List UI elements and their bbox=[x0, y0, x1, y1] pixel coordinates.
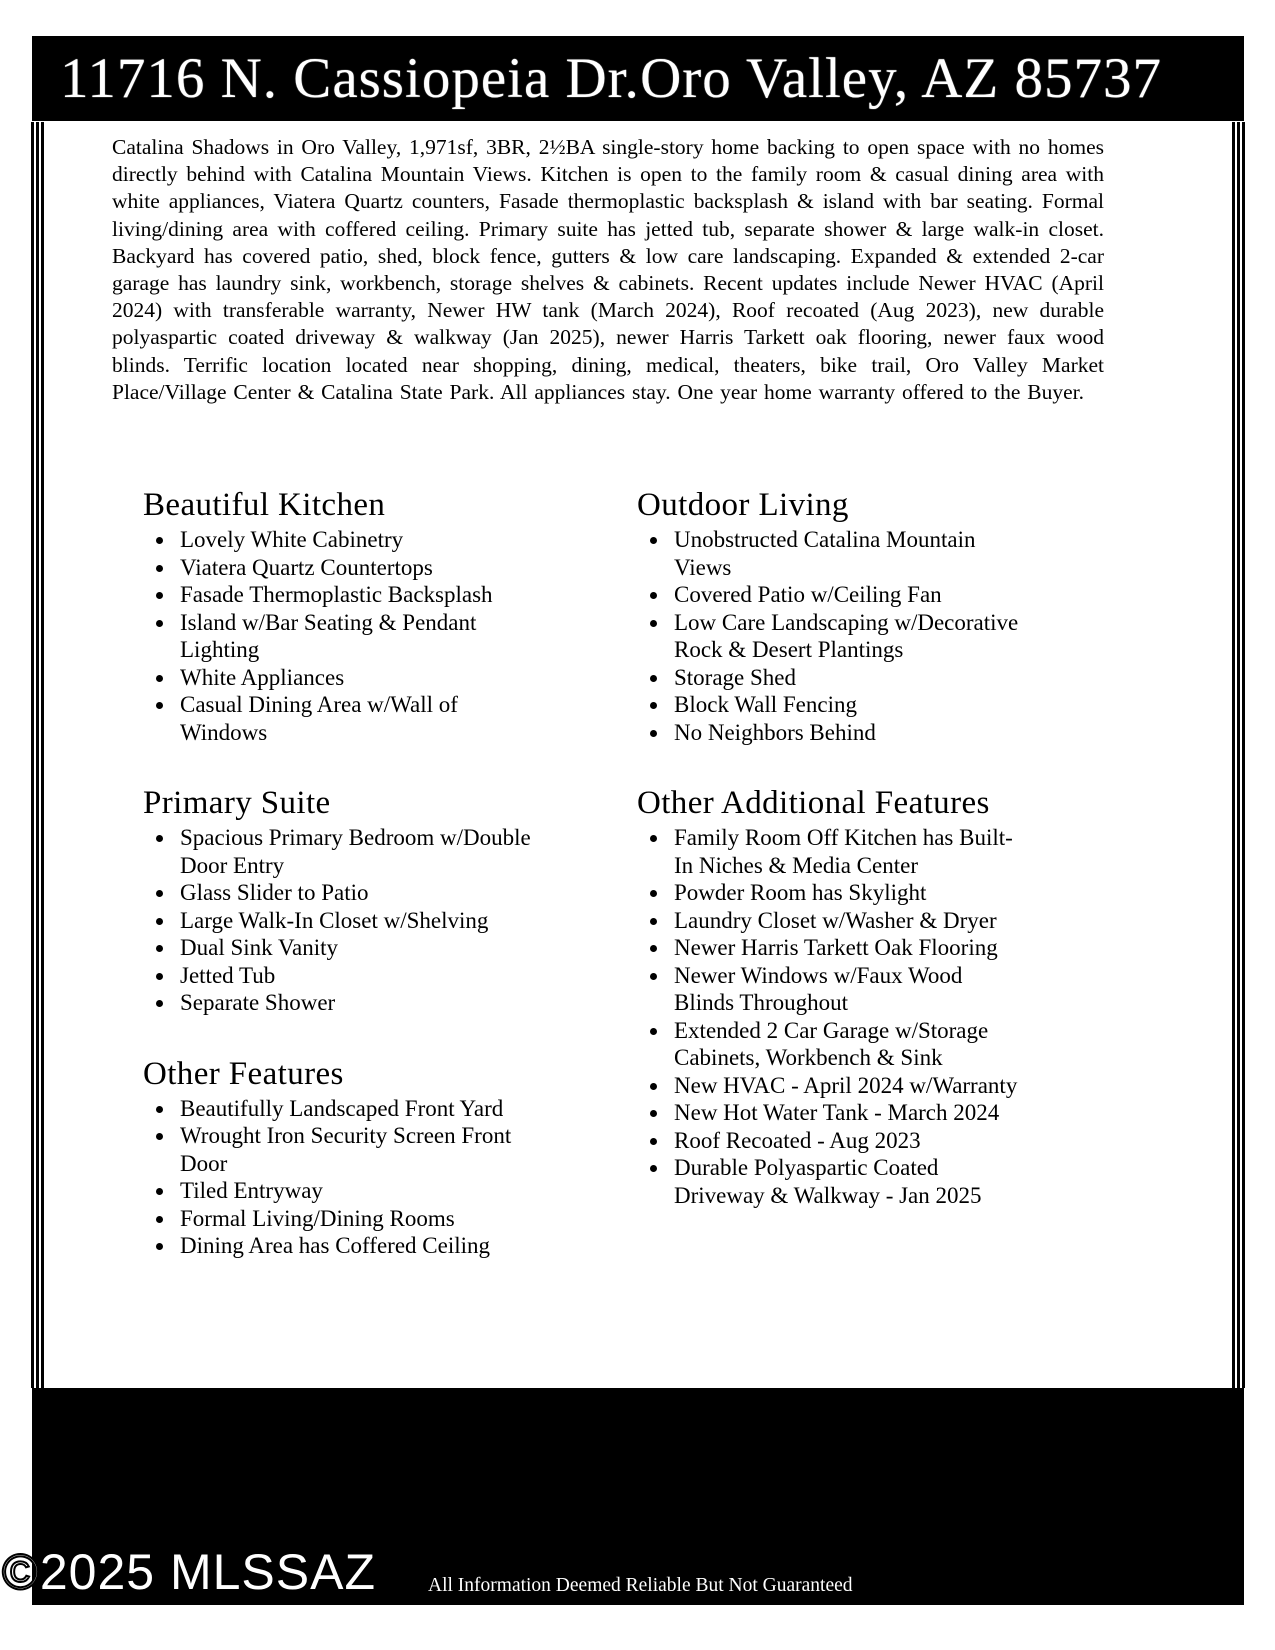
feature-item: Glass Slider to Patio bbox=[143, 879, 542, 907]
feature-item: Jetted Tub bbox=[143, 962, 542, 990]
street-address: 11716 N. Cassiopeia Dr. bbox=[60, 47, 640, 110]
section-title: Other Features bbox=[143, 1055, 344, 1092]
copyright-symbol-icon: © bbox=[2, 1544, 40, 1600]
header-bar bbox=[32, 36, 1244, 121]
feature-list bbox=[143, 824, 613, 1017]
feature-item: Large Walk-In Closet w/Shelving bbox=[143, 907, 542, 935]
disclaimer-text: All Information Deemed Reliable But Not Guaranteed bbox=[428, 1575, 853, 1596]
copyright-notice bbox=[2, 1544, 377, 1600]
feature-item: Fasade Thermoplastic Backsplash bbox=[143, 581, 542, 609]
feature-list bbox=[637, 824, 1107, 1209]
feature-item: Powder Room has Skylight bbox=[637, 879, 1026, 907]
feature-item: Separate Shower bbox=[143, 989, 542, 1017]
feature-item: Covered Patio w/Ceiling Fan bbox=[637, 581, 1026, 609]
feature-section bbox=[637, 487, 1107, 746]
feature-section bbox=[143, 1056, 613, 1260]
feature-item: Wrought Iron Security Screen Front Door bbox=[143, 1122, 542, 1177]
feature-section bbox=[143, 785, 613, 1017]
feature-item: Lovely White Cabinetry bbox=[143, 526, 542, 554]
feature-item: Spacious Primary Bedroom w/Double Door Entry bbox=[143, 824, 542, 879]
features-column-left bbox=[143, 487, 613, 1260]
feature-item: Newer Harris Tarkett Oak Flooring bbox=[637, 934, 1026, 962]
city-state-zip: Oro Valley, AZ 85737 bbox=[640, 47, 1162, 110]
property-description: Catalina Shadows in Oro Valley, 1,971sf, 3BR, 2½BA single-story home backing to open space with no homes directly behind with Catalina Mountain Views. Kitchen is open to the family room & casual dining area with white appliances, Viatera Quartz counters, Fasade thermoplastic backsplash & island with bar seating. Formal living/dining area with coffered ceiling. Primary suite has jetted tub, separate shower & large walk-in closet. Backyard has covered patio, shed, block fence, gutters & low care landscaping. Expanded & extended 2-car garage has laundry sink, workbench, storage shelves & cabinets. Recent updates include Newer HVAC (April 2024) with transferable warranty, Newer HW tank (March 2024), Roof recoated (Aug 2023), new durable polyaspartic coated driveway & walkway (Jan 2025), newer Harris Tarkett oak flooring, newer faux wood blinds. Terrific location located near shopping, dining, medical, theaters, bike trail, Oro Valley Market Place/Village Center & Catalina State Park. All appliances stay. One year home warranty offered to the Buyer. bbox=[112, 135, 1104, 404]
feature-item: Newer Windows w/Faux Wood Blinds Throughout bbox=[637, 962, 1026, 1017]
feature-item: Dual Sink Vanity bbox=[143, 934, 542, 962]
feature-item: No Neighbors Behind bbox=[637, 719, 1026, 747]
section-title: Other Additional Features bbox=[637, 785, 990, 821]
features-column-right bbox=[637, 487, 1107, 1209]
feature-item: White Appliances bbox=[143, 664, 542, 692]
feature-item: New HVAC - April 2024 w/Warranty bbox=[637, 1072, 1026, 1100]
feature-item: Formal Living/Dining Rooms bbox=[143, 1205, 542, 1233]
right-border-rule bbox=[1232, 122, 1245, 1388]
feature-section bbox=[143, 487, 613, 746]
feature-item: Block Wall Fencing bbox=[637, 691, 1026, 719]
section-title: Beautiful Kitchen bbox=[143, 487, 386, 523]
section-title: Primary Suite bbox=[143, 785, 331, 821]
feature-item: Beautifully Landscaped Front Yard bbox=[143, 1095, 542, 1123]
left-border-rule bbox=[31, 122, 44, 1388]
feature-item: Family Room Off Kitchen has Built-In Niches & Media Center bbox=[637, 824, 1026, 879]
feature-list bbox=[637, 526, 1107, 746]
feature-item: Laundry Closet w/Washer & Dryer bbox=[637, 907, 1026, 935]
feature-item: Roof Recoated - Aug 2023 bbox=[637, 1127, 1026, 1155]
feature-item: Viatera Quartz Countertops bbox=[143, 554, 542, 582]
feature-list bbox=[143, 526, 613, 746]
feature-item: Island w/Bar Seating & Pendant Lighting bbox=[143, 609, 542, 664]
feature-item: Low Care Landscaping w/Decorative Rock & Desert Plantings bbox=[637, 609, 1026, 664]
feature-section bbox=[637, 785, 1107, 1209]
feature-item: Durable Polyaspartic Coated Driveway & Walkway - Jan 2025 bbox=[637, 1154, 1026, 1209]
feature-item: Casual Dining Area w/Wall of Windows bbox=[143, 691, 542, 746]
feature-list bbox=[143, 1095, 613, 1260]
section-title: Outdoor Living bbox=[637, 487, 849, 523]
copyright-text: 2025 MLSSAZ bbox=[39, 1544, 377, 1600]
feature-item: Tiled Entryway bbox=[143, 1177, 542, 1205]
feature-item: Unobstructed Catalina Mountain Views bbox=[637, 526, 1026, 581]
feature-item: New Hot Water Tank - March 2024 bbox=[637, 1099, 1026, 1127]
feature-item: Extended 2 Car Garage w/Storage Cabinets, Workbench & Sink bbox=[637, 1017, 1026, 1072]
feature-item: Storage Shed bbox=[637, 664, 1026, 692]
feature-item: Dining Area has Coffered Ceiling bbox=[143, 1232, 542, 1260]
